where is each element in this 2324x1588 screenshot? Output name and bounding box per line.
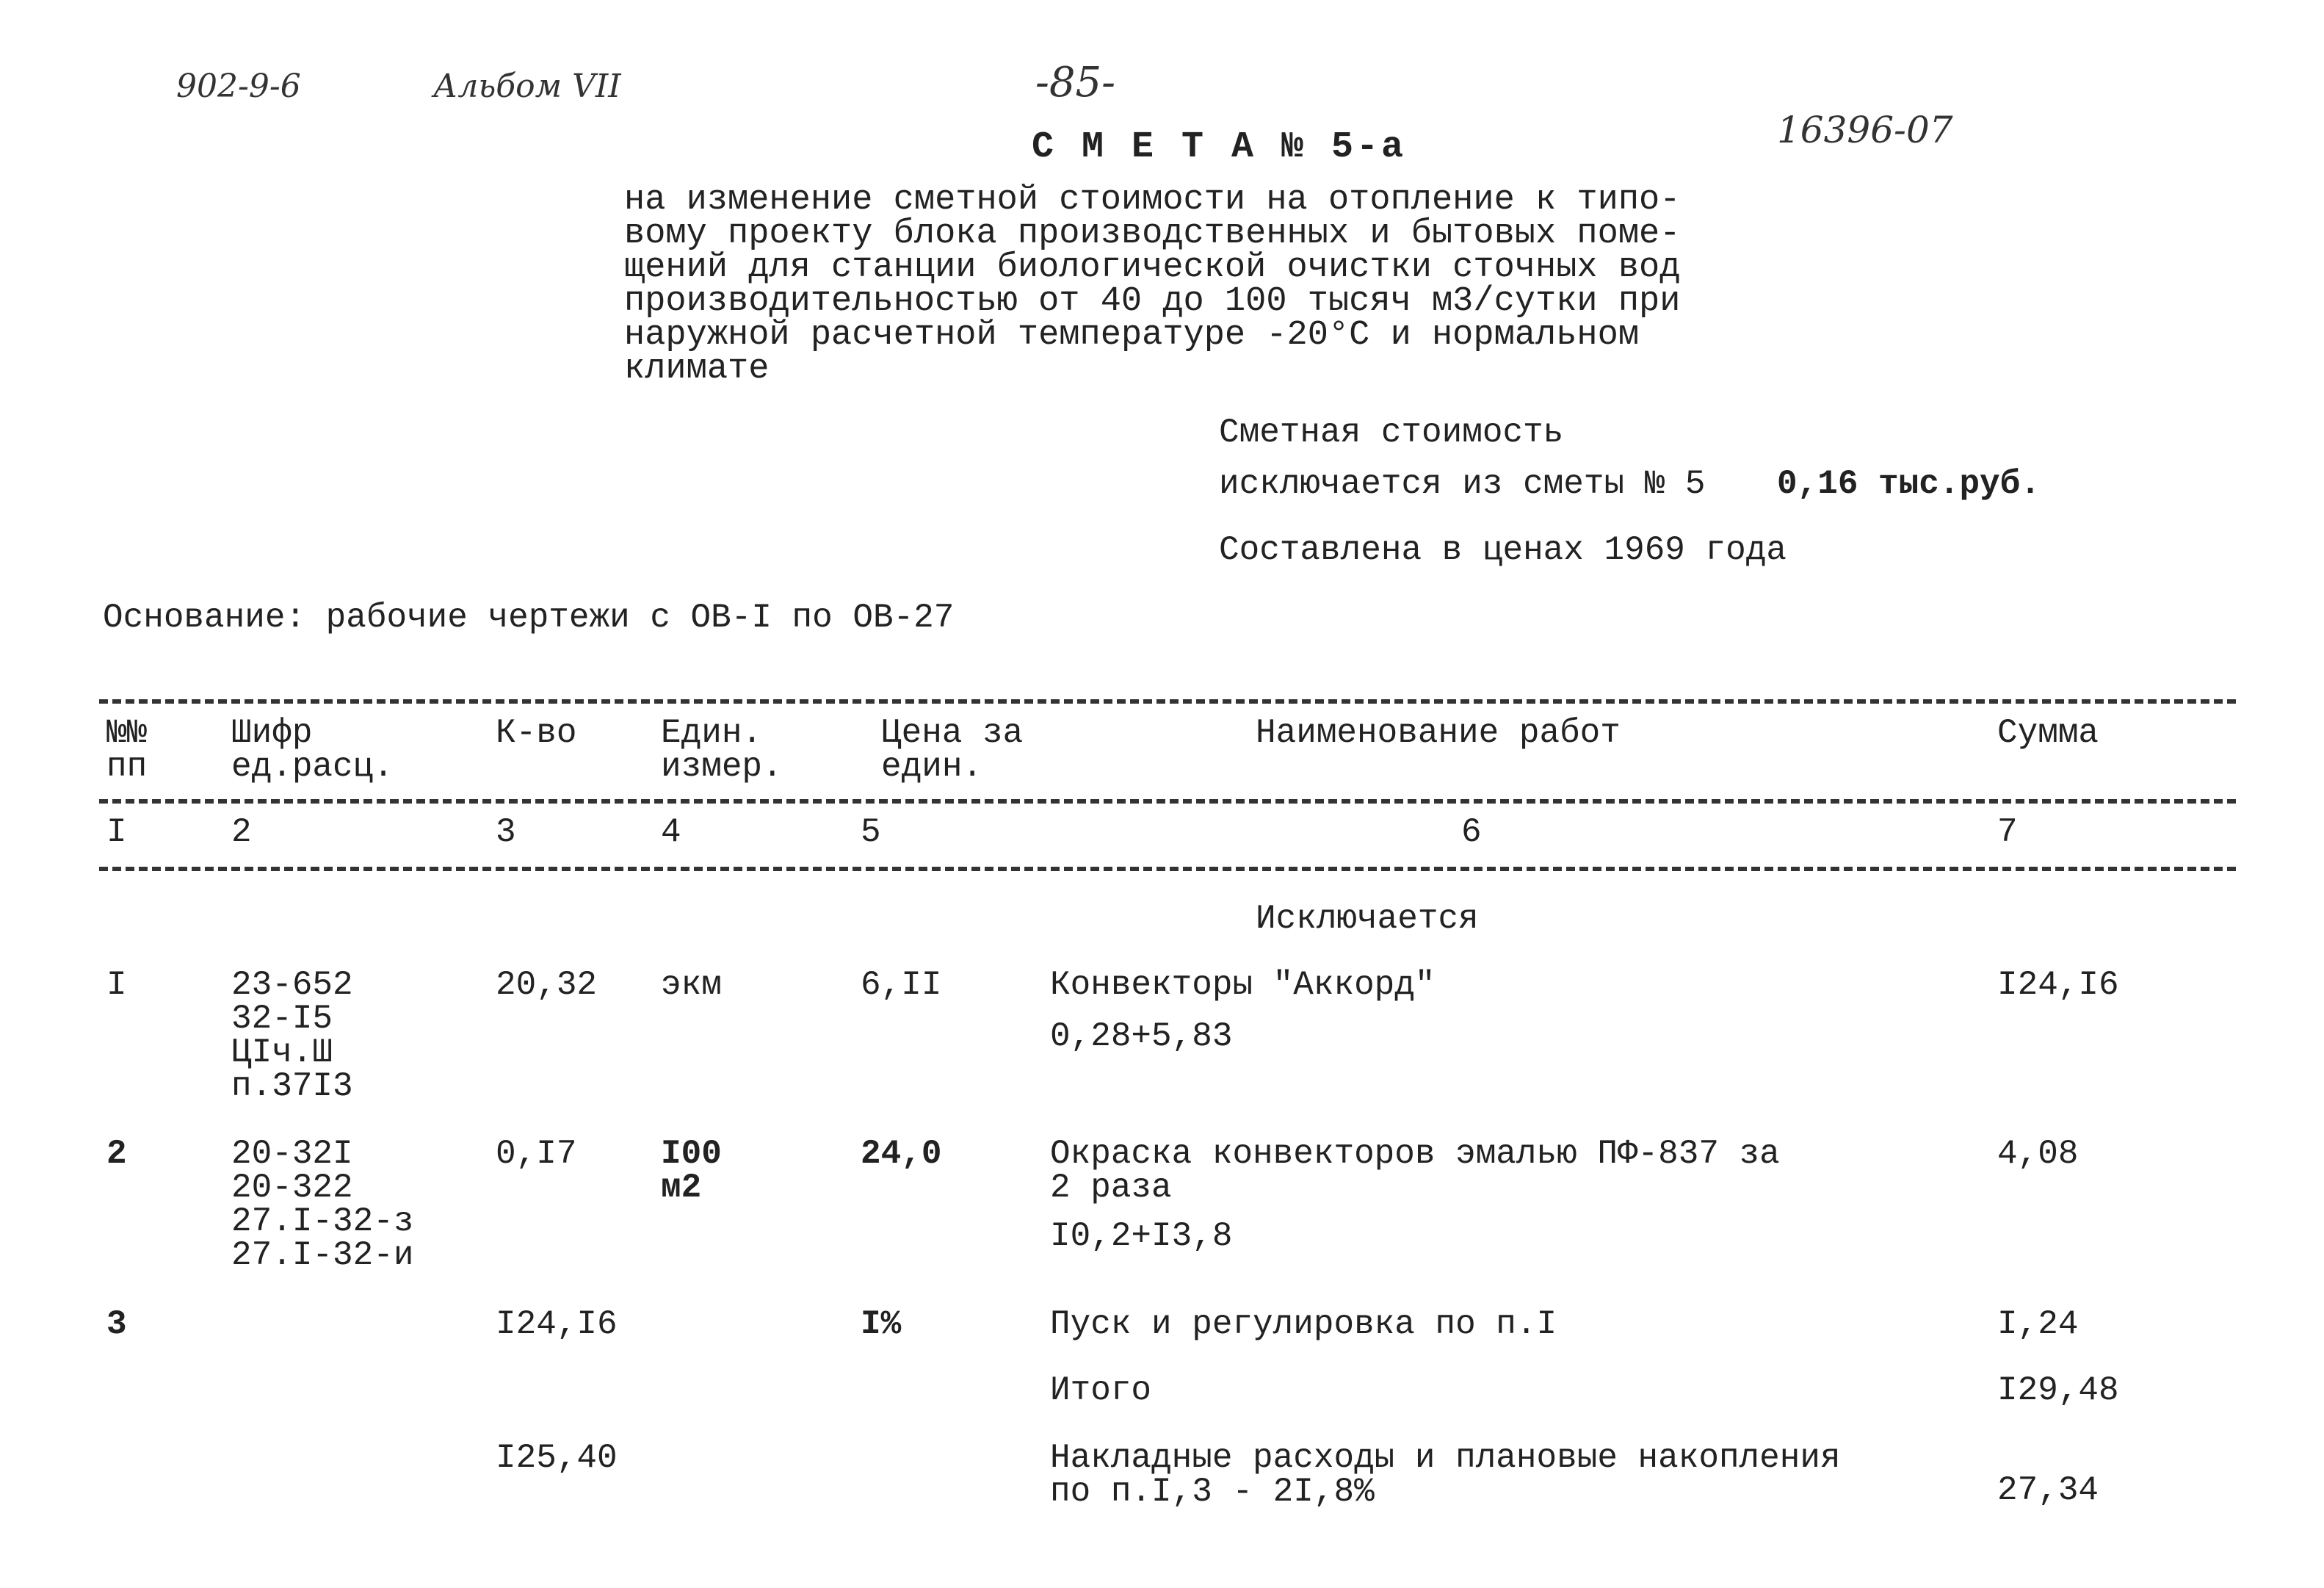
title-line: щений для станции биологической очистки сточных вод xyxy=(624,248,1681,287)
title-line: вому проекту блока производственных и бытовых поме- xyxy=(624,214,1681,253)
page-number: -85- xyxy=(1035,59,1116,107)
row-name: Пуск и регулировка по п.I xyxy=(1050,1305,1557,1343)
row-qty: 0,I7 xyxy=(496,1135,577,1173)
row-qty: I24,I6 xyxy=(496,1305,618,1343)
title-line: производительностью от 40 до 100 тысяч м3/сутки при xyxy=(624,282,1681,321)
row-num: 2 xyxy=(106,1135,127,1173)
header-code: Шифр ед.расц. xyxy=(231,714,394,786)
row-sum: I,24 xyxy=(1997,1305,2079,1343)
doc-number: 16396-07 xyxy=(1777,109,1953,151)
header-unit: Един. измер. xyxy=(661,714,783,786)
prices-year-label: Составлена в ценах 1969 года xyxy=(1219,531,1787,569)
row-name: Конвекторы "Аккорд" xyxy=(1050,966,1436,1004)
cost-label: Сметная стоимость xyxy=(1219,414,1564,452)
col-number: 6 xyxy=(1461,813,1482,851)
row-num: 3 xyxy=(106,1305,127,1343)
doc-code: 902-9-6 xyxy=(176,68,301,105)
col-number: 3 xyxy=(496,813,516,851)
row-num: I xyxy=(106,966,127,1004)
col-number: 4 xyxy=(661,813,681,851)
row-code: 20-32I 20-322 27.I-32-з 27.I-32-и xyxy=(231,1135,414,1274)
header-bottom-rule xyxy=(99,799,2236,804)
row-note: 0,28+5,83 xyxy=(1050,1017,1233,1055)
basis-text: Основание: рабочие чертежи с ОВ-I по ОВ-27 xyxy=(103,599,955,637)
row-unit: экм xyxy=(661,966,722,1004)
table-top-rule xyxy=(99,699,2236,704)
title-line: наружной расчетной температуре -20°С и нормальном xyxy=(624,316,1640,355)
col-number: 5 xyxy=(861,813,881,851)
col-number: I xyxy=(106,813,127,851)
row-sum: 4,08 xyxy=(1997,1135,2079,1173)
row-note: I0,2+I3,8 xyxy=(1050,1217,1233,1255)
header-num: №№ пп xyxy=(106,714,148,786)
row-price: I% xyxy=(861,1305,902,1343)
album-label: Альбом VII xyxy=(433,68,621,105)
cost-amount: 0,16 тыс.руб. xyxy=(1777,465,2041,503)
header-name: Наименование работ xyxy=(1256,714,1621,752)
row-price: 6,II xyxy=(861,966,942,1004)
total-sum: I29,48 xyxy=(1997,1371,2119,1410)
title-line: на изменение сметной стоимости на отопление к типо- xyxy=(624,181,1681,220)
col-numbers-bottom-rule xyxy=(99,867,2236,871)
row-sum: I24,I6 xyxy=(1997,966,2119,1004)
section-label: Исключается xyxy=(1256,900,1479,938)
row-price: 24,0 xyxy=(861,1135,942,1173)
title-description xyxy=(624,181,1681,389)
overhead-sum: 27,34 xyxy=(1997,1471,2099,1509)
total-label: Итого xyxy=(1050,1371,1152,1410)
row-name: Окраска конвекторов эмалью ПФ-837 за 2 раза xyxy=(1050,1135,1780,1207)
row-unit: I00 м2 xyxy=(661,1135,722,1207)
title-line: климате xyxy=(624,350,770,389)
header-qty: К-во xyxy=(496,714,577,752)
row-code: 23-652 32-I5 ЦIч.Ш п.37I3 xyxy=(231,966,353,1105)
col-number: 7 xyxy=(1997,813,2018,851)
col-number: 2 xyxy=(231,813,252,851)
header-price: Цена за един. xyxy=(881,714,1024,786)
overhead-name: Накладные расходы и плановые накопления по п.I,3 - 2I,8% xyxy=(1050,1439,1841,1511)
document-title: С М Е Т А № 5-а xyxy=(1032,126,1407,168)
header-sum: Сумма xyxy=(1997,714,2099,752)
overhead-qty: I25,40 xyxy=(496,1439,618,1477)
cost-excluded-label: исключается из сметы № 5 xyxy=(1219,465,1706,503)
row-qty: 20,32 xyxy=(496,966,598,1004)
